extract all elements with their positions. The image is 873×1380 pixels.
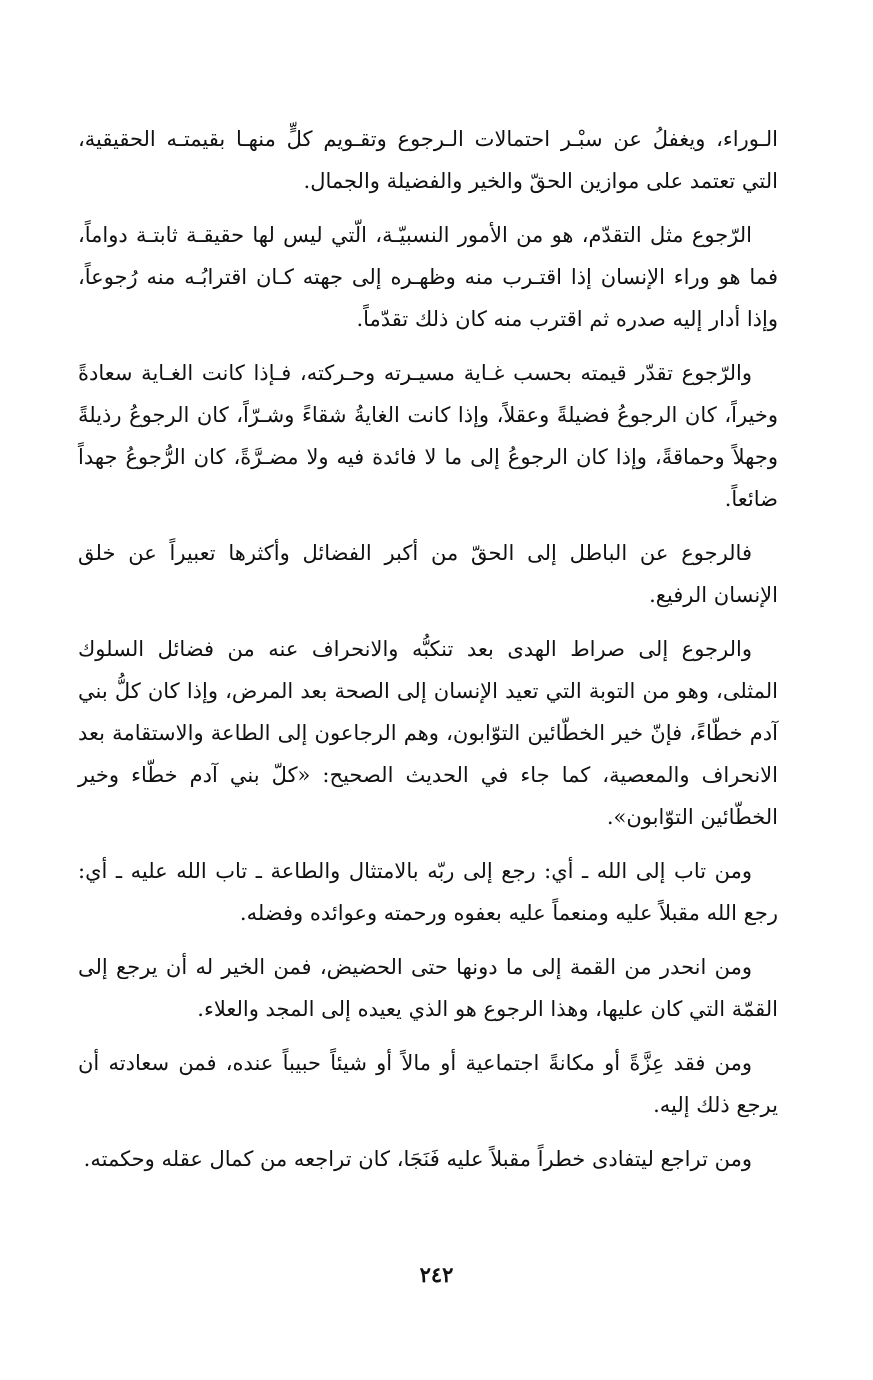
page-number: ٢٤٢ [419, 1262, 454, 1287]
paragraph-1: الـوراء، ويغفلُ عن سبْـر احتمالات الـرجوع وتقـويم كلٍّ منهـا بقيمتـه الحقيقية، التي تعتمد على موازين الحقّ والخير والفضيلة والجمال. [78, 127, 778, 193]
paragraph-4: فالرجوع عن الباطل إلى الحقّ من أكبر الفضائل وأكثرها تعبيراً عن خلق الإنسان الرفيع. [78, 541, 778, 607]
paragraph-3: والرّجوع تقدّر قيمته بحسب غـاية مسيـرته وحـركته، فـإذا كانت الغـاية سعادةً وخيراً، كان الرجوعُ فضيلةً وعقلاً، وإذا كانت الغايةُ شقاءً وشـرّاً، كان الرجوعُ رذيلةً وجهلاً وحماقةً، وإذا كان الرجوعُ إلى ما لا فائدة فيه ولا مضـرَّةً، كان الرُّجوعُ جهداً ضائعاً. [78, 361, 778, 511]
paragraph-8: ومن فقد عِزَّةً أو مكانةً اجتماعية أو مالاً أو شيئاً حبيباً عنده، فمن سعادته أن يرجع ذلك إليه. [78, 1051, 778, 1117]
paragraph-9: ومن تراجع ليتفادى خطراً مقبلاً عليه فَنَجَا، كان تراجعه من كمال عقله وحكمته. [83, 1147, 752, 1171]
paragraph-5: والرجوع إلى صراط الهدى بعد تنكبُّه والانحراف عنه من فضائل السلوك المثلى، وهو من التوبة التي تعيد الإنسان إلى الصحة بعد المرض، وإذا كان كلُّ بني آدم خطّاءً، فإنّ خير الخطّائين التوّابون، وهم الرجاعون إلى الطاعة والاستقامة بعد الانحراف والمعصية، كما جاء في الحديث الصحيح: «كلّ بني آدم خطّاء وخير الخطّائين التوّابون». [78, 637, 778, 829]
page-body [78, 118, 778, 1192]
paragraph-7: ومن انحدر من القمة إلى ما دونها حتى الحضيض، فمن الخير له أن يرجع إلى القمّة التي كان عليها، وهذا الرجوع هو الذي يعيده إلى المجد والعلاء. [78, 955, 778, 1021]
paragraph-2: الرّجوع مثل التقدّم، هو من الأمور النسبيّـة، الّتي ليس لها حقيقـة ثابتـة دواماً، فما هو وراء الإنسان إذا اقتـرب منه وظهـره إلى جهته كـان اقترابُـه منه رُجوعاً، وإذا أدار إليه صدره ثم اقترب منه كان ذلك تقدّماً. [78, 223, 778, 331]
paragraph-6: ومن تاب إلى الله ـ أي: رجع إلى ربّه بالامتثال والطاعة ـ تاب الله عليه ـ أي: رجع الله مقبلاً عليه ومنعماً عليه بعفوه ورحمته وعوائده وفضله. [78, 859, 778, 925]
